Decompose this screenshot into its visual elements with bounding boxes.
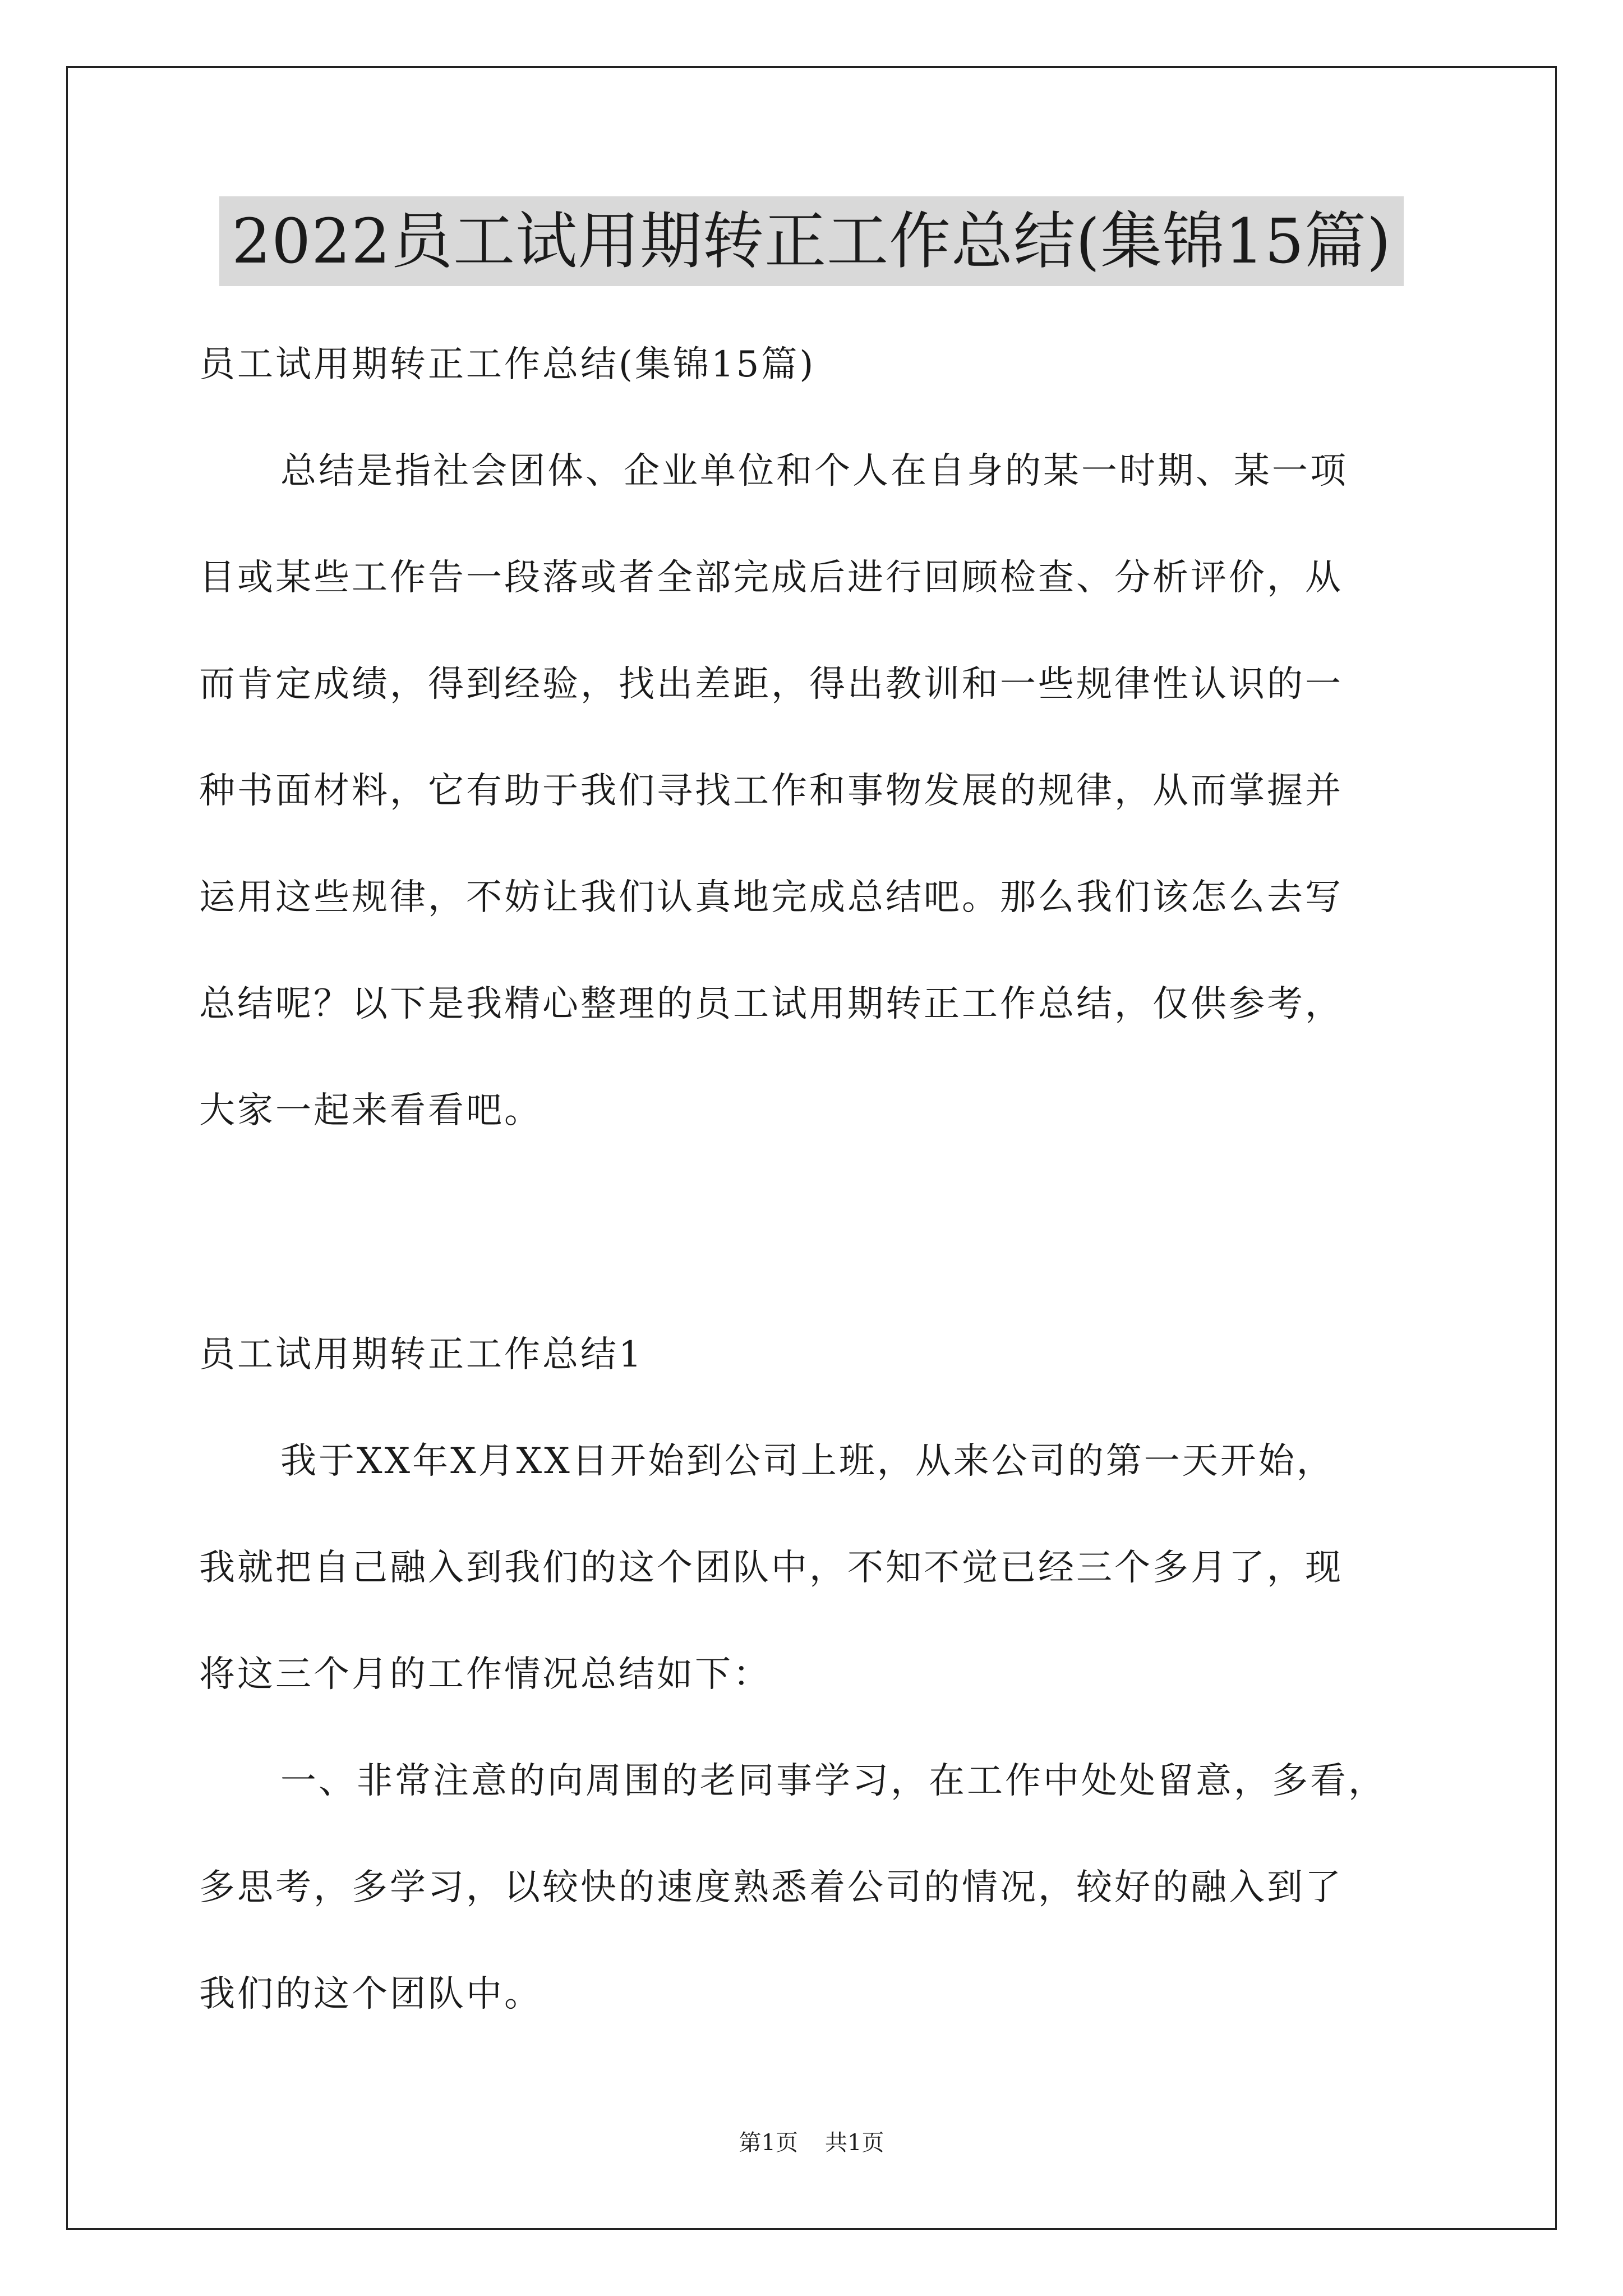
paragraph-line: 将这三个月的工作情况总结如下： xyxy=(199,1654,771,1695)
document-body xyxy=(199,311,1444,2047)
paragraph-line: 一、非常注意的向周围的老同事学习，在工作中处处留意，多看， xyxy=(280,1760,1386,1802)
paragraph-line: 我于XX年X月XX日开始到公司上班，从来公司的第一天开始， xyxy=(280,1441,1335,1482)
intro-line: 大家一起来看看吧。 xyxy=(199,1090,542,1131)
intro-line: 总结是指社会团体、企业单位和个人在自身的某一时期、某一项 xyxy=(280,450,1348,492)
paragraph-line: 我就把自己融入到我们的这个团队中，不知不觉已经三个多月了，现 xyxy=(199,1547,1343,1589)
paragraph-line: 我们的这个团队中。 xyxy=(199,1973,542,2015)
intro-line: 目或某些工作告一段落或者全部完成后进行回顾检查、分析评价，从 xyxy=(199,557,1343,599)
title-container xyxy=(0,196,1623,286)
document-subtitle: 员工试用期转正工作总结(集锦15篇) xyxy=(199,344,816,385)
paragraph-line: 多思考，多学习，以较快的速度熟悉着公司的情况，较好的融入到了 xyxy=(199,1867,1343,1908)
section-spacer xyxy=(199,1164,1444,1301)
intro-line: 种书面材料，它有助于我们寻找工作和事物发展的规律，从而掌握并 xyxy=(199,770,1343,812)
page-footer xyxy=(0,2126,1623,2160)
page-number-current: 第1页 xyxy=(739,2130,798,2156)
section-paragraph xyxy=(199,1408,1444,1728)
section-heading: 员工试用期转正工作总结1 xyxy=(199,1334,644,1375)
section-paragraph xyxy=(199,1728,1444,2047)
page-number-total: 共1页 xyxy=(825,2130,884,2156)
intro-line: 而肯定成绩，得到经验，找出差距，得出教训和一些规律性认识的一 xyxy=(199,664,1343,705)
intro-line: 总结呢？以下是我精心整理的员工试用期转正工作总结，仅供参考， xyxy=(199,983,1343,1025)
intro-paragraph xyxy=(199,418,1444,1164)
document-title: 2022员工试用期转正工作总结(集锦15篇) xyxy=(219,196,1404,286)
intro-line: 运用这些规律，不妨让我们认真地完成总结吧。那么我们该怎么去写 xyxy=(199,877,1343,918)
